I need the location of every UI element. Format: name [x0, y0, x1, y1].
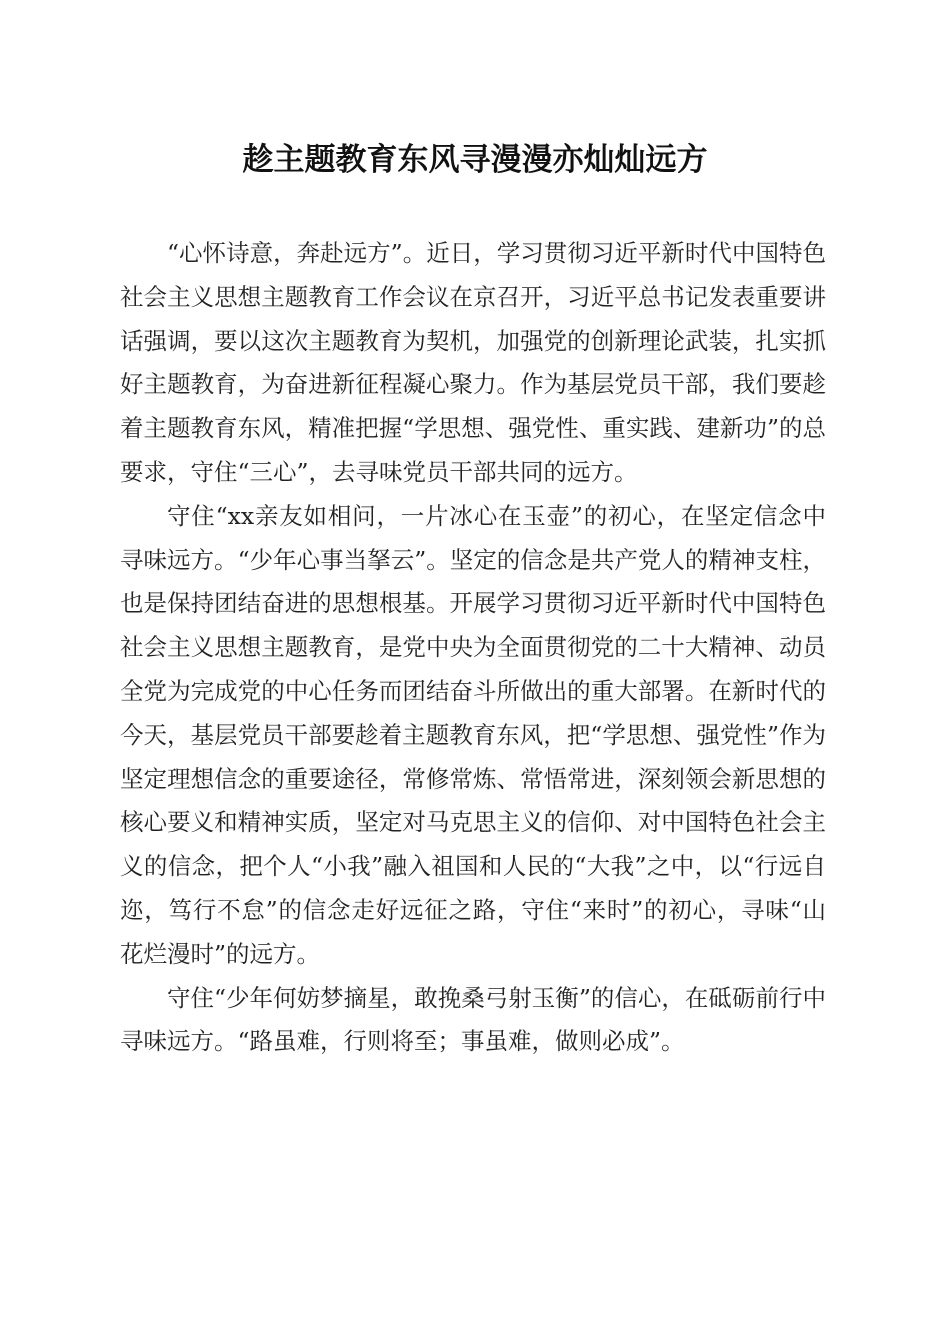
- document-body: [120, 232, 826, 1064]
- paragraph-original-aspiration: 守住“xx亲友如相问，一片冰心在玉壶”的初心，在坚定信念中寻味远方。“少年心事当拏云”。坚定的信念是共产党人的精神支柱，也是保持团结奋进的思想根基。开展学习贯彻习近平新时代中国特色社会主义思想主题教育，是党中央为全面贯彻党的二十大精神、动员全党为完成党的中心任务而团结奋斗所做出的重大部署。在新时代的今天，基层党员干部要趁着主题教育东风，把“学思想、强党性”作为坚定理想信念的重要途径，常修常炼、常悟常进，深刻领会新思想的核心要义和精神实质，坚定对马克思主义的信仰、对中国特色社会主义的信念，把个人“小我”融入祖国和人民的“大我”之中，以“行远自迩，笃行不怠”的信念走好远征之路，守住“来时”的初心，寻味“山花烂漫时”的远方。: [120, 501, 826, 968]
- paragraph-confidence: 守住“少年何妨梦摘星，敢挽桑弓射玉衡”的信心，在砥砺前行中寻味远方。“路虽难，行则将至；事虽难，做则必成”。: [120, 983, 826, 1056]
- document-title: 趁主题教育东风寻漫漫亦灿灿远方: [242, 142, 708, 178]
- paragraph-intro: “心怀诗意，奔赴远方”。近日，学习贯彻习近平新时代中国特色社会主义思想主题教育工作会议在京召开，习近平总书记发表重要讲话强调，要以这次主题教育为契机，加强党的创新理论武装，扎实抓好主题教育，为奋进新征程凝心聚力。作为基层党员干部，我们要趁着主题教育东风，精准把握“学思想、强党性、重实践、建新功”的总要求，守住“三心”，去寻味党员干部共同的远方。: [120, 239, 826, 486]
